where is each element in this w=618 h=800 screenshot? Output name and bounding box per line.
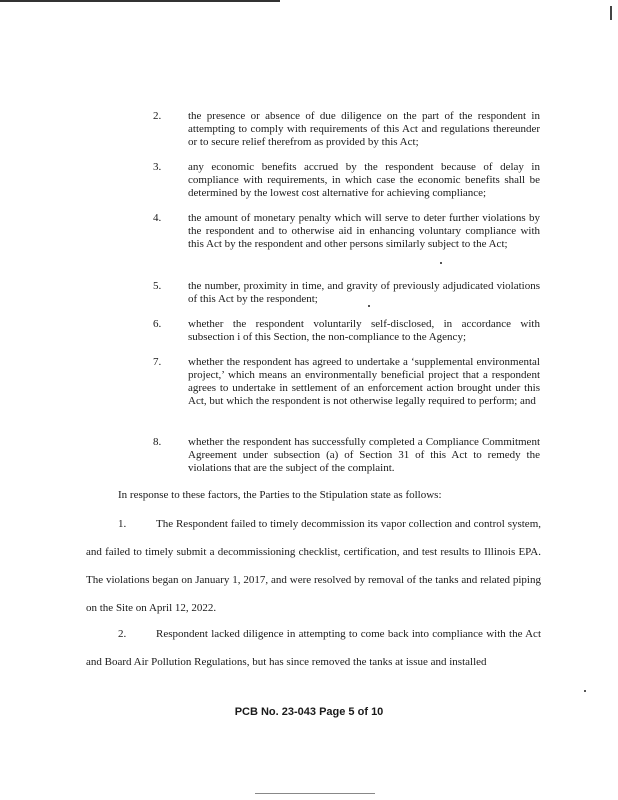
page-total: 10 — [371, 706, 384, 718]
intro-sentence: In response to these factors, the Parties to the Stipulation state as follows: — [118, 489, 442, 501]
page-footer — [0, 706, 618, 718]
page-word: Page — [319, 706, 346, 718]
item-text: whether the respondent has successfully completed a Compliance Commitment Agreement under subsection (a) of Section 31 of this Act to remedy the violations that are the subject of the complaint. — [188, 436, 540, 474]
scan-speck — [368, 305, 370, 307]
item-text: the amount of monetary penalty which will serve to deter further violations by the respondent and to otherwise aid in enhancing voluntary compliance with this Act by the respondent and other persons similarly subject to the Act; — [188, 212, 540, 250]
case-number: PCB No. 23-043 — [234, 706, 316, 718]
item-number: 8. — [153, 436, 162, 448]
item-number: 7. — [153, 356, 162, 368]
item-text: the number, proximity in time, and gravity of previously adjudicated violations of this Act by the respondent; — [188, 280, 540, 305]
item-text: the presence or absence of due diligence on the part of the respondent in attempting to comply with requirements of this Act and regulations thereunder or to secure relief therefrom as provided by this Act; — [188, 110, 540, 148]
paragraph-number: 1. — [118, 518, 127, 530]
scan-speck — [584, 690, 586, 692]
item-number: 2. — [153, 110, 162, 122]
page-number: 5 — [348, 706, 355, 718]
item-text: whether the respondent has agreed to undertake a ‘supplemental environmental project,’ which means an environmentally beneficial project that a respondent agrees to undertake in settlement of an enforcement action brought under this Act, but which the respondent is not otherwise legally required to perform; and — [188, 356, 540, 407]
scan-edge-bottom — [255, 793, 375, 794]
item-number: 3. — [153, 161, 162, 173]
numbered-paragraph — [86, 510, 541, 622]
item-number: 6. — [153, 318, 162, 330]
paragraph-text: Respondent lacked diligence in attempting to come back into compliance with the Act and Board Air Pollution Regulations, but has since removed the tanks at issue and installed — [86, 628, 541, 668]
scan-edge-line — [0, 0, 280, 2]
paragraph-number: 2. — [118, 628, 127, 640]
numbered-paragraph — [86, 620, 541, 676]
item-number: 5. — [153, 280, 162, 292]
item-text: any economic benefits accrued by the respondent because of delay in compliance with requirements, in which case the economic benefits shall be determined by the lowest cost alternative for achieving compliance; — [188, 161, 540, 199]
paragraph-text: The Respondent failed to timely decommission its vapor collection and control system, and failed to timely submit a decommissioning checklist, certification, and test results to Illinois EPA. The violations began on January 1, 2017, and were resolved by removal of the tanks and related piping on the Site on April 12, 2022. — [86, 518, 541, 614]
of-word: of — [357, 706, 368, 718]
scan-speck — [440, 262, 442, 264]
item-number: 4. — [153, 212, 162, 224]
scan-edge-mark — [610, 6, 612, 20]
item-text: whether the respondent voluntarily self-disclosed, in accordance with subsection i of this Section, the non-compliance to the Agency; — [188, 318, 540, 343]
